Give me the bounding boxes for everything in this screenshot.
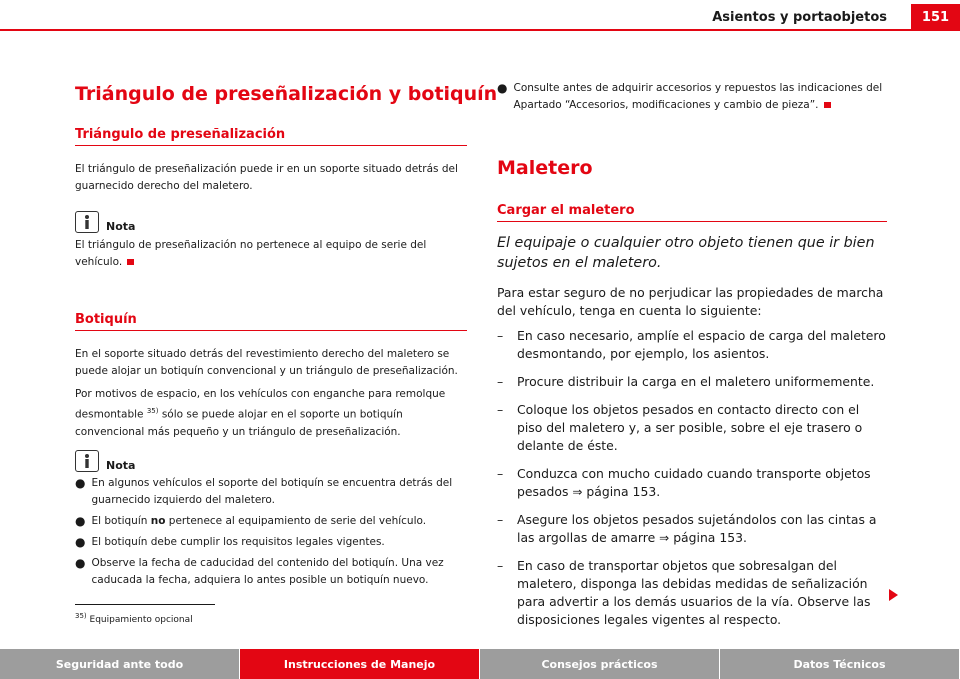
- lead-text: El equipaje o cualquier otro objeto tienen que ir bien sujetos en el maletero.: [497, 235, 875, 271]
- arrow-right-icon: ⇒: [659, 531, 670, 545]
- next-page-arrow-icon[interactable]: [889, 589, 898, 601]
- footnote-ref[interactable]: 35): [146, 407, 159, 415]
- chapter-title-maletero: Maletero: [497, 157, 593, 179]
- info-icon: [75, 450, 99, 472]
- triangle-text: El triángulo de preseñalización puede ir en un soporte situado detrás del guarnecido derecho del maletero.: [75, 163, 458, 192]
- tab-seguridad[interactable]: Seguridad ante todo: [0, 649, 240, 679]
- list-item: ● En algunos vehículos el soporte del botiquín se encuentra detrás del guarnecido izquierdo del maletero.: [75, 476, 453, 506]
- list-item: ● Observe la fecha de caducidad del contenido del botiquín. Una vez caducada la fecha, adquiera lo antes posible un botiquín nuevo.: [75, 556, 444, 586]
- section-title-botiquin: Botiquín: [75, 312, 467, 331]
- nota-2-list: [75, 475, 467, 589]
- tab-instrucciones[interactable]: Instrucciones de Manejo: [240, 649, 480, 679]
- footnote: $^{35)}$ Equipamiento opcional: [75, 612, 193, 625]
- page-link[interactable]: página 153.: [586, 484, 661, 499]
- list-item: – Coloque los objetos pesados en contacto directo con el piso del maletero y, a ser posible, sobre el eje trasero o delante de éste.: [497, 402, 863, 453]
- intro-text: Para estar seguro de no perjudicar las propiedades de marcha del vehículo, tenga en cuenta lo siguiente:: [497, 285, 884, 318]
- instruction-list: [497, 327, 887, 629]
- page-number: 151: [911, 4, 960, 30]
- running-header: Asientos y portaobjetos: [712, 10, 887, 25]
- list-item: – En caso necesario, amplíe el espacio de carga del maletero desmontando, por ejemplo, los asientos.: [497, 328, 886, 361]
- header-rule: [0, 29, 960, 31]
- section-title-cargar: Cargar el maletero: [497, 203, 887, 222]
- nota-2-header: [75, 450, 135, 472]
- chapter-title: Triángulo de preseñalización y botiquín: [75, 83, 498, 105]
- footnote-rule: [75, 604, 215, 605]
- info-icon: [75, 211, 99, 233]
- list-item: – En caso de transportar objetos que sobresalgan del maletero, disponga las debidas medidas de señalización para advertir a los demás usuarios de la vía. Observe las disposiciones legales vigentes al respecto.: [497, 558, 871, 627]
- list-item: – Conduzca con mucho cuidado cuando transporte objetos pesados ⇒ página 153.: [497, 466, 871, 499]
- nota-label: Nota: [106, 220, 136, 233]
- tab-consejos[interactable]: Consejos prácticos: [480, 649, 720, 679]
- list-item: ● El botiquín no pertenece al equipamiento de serie del vehículo.: [75, 514, 427, 528]
- list-item: ● El botiquín debe cumplir los requisitos legales vigentes.: [75, 535, 385, 549]
- page-link[interactable]: página 153.: [673, 530, 747, 545]
- list-item: – Asegure los objetos pesados sujetándolos con las cintas a las argollas de amarre ⇒ página 153.: [497, 512, 877, 545]
- list-item: – Procure distribuir la carga en el maletero uniformemente.: [497, 374, 875, 389]
- end-mark: [824, 102, 831, 108]
- arrow-right-icon: ⇒: [572, 485, 583, 499]
- tab-datos[interactable]: Datos Técnicos: [720, 649, 960, 679]
- botiquin-text-1: En el soporte situado detrás del revestimiento derecho del maletero se puede alojar un botiquín convencional y un triángulo de preseñalización.: [75, 348, 458, 377]
- nota-1-header: [75, 211, 135, 233]
- botiquin-text-2: Por motivos de espacio, en los vehículos con enganche para remolque desmontable $^{35)}$ sólo se puede alojar en el soporte un botiquín convencional más pequeño y un triángulo de preseñalización.: [75, 388, 446, 438]
- nota-1-text: El triángulo de preseñalización no pertenece al equipo de serie del vehículo.: [75, 239, 427, 268]
- list-item: ● Consulte antes de adquirir accesorios y repuestos las indicaciones del Apartado “Accesorios, modificaciones y cambio de pieza”.: [497, 81, 883, 111]
- nota-label: Nota: [106, 459, 136, 472]
- section-title-triangle: Triángulo de preseñalización: [75, 127, 467, 146]
- end-mark: [127, 259, 134, 265]
- footer-nav: [0, 649, 960, 679]
